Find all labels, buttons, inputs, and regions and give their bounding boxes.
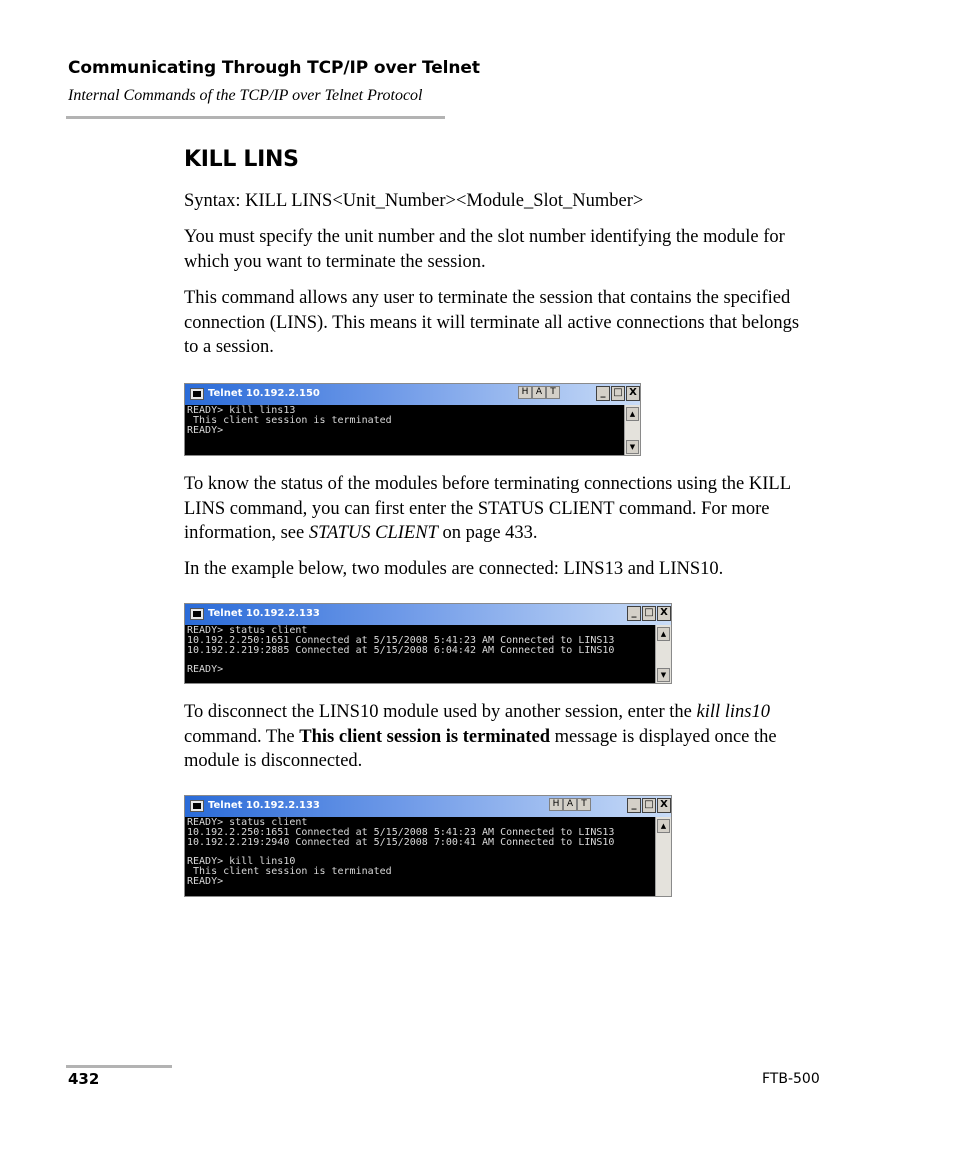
close-button[interactable]: X <box>626 386 640 401</box>
paragraph-1: You must specify the unit number and the slot number identifying the module for which you want to terminate the session. <box>184 227 785 272</box>
paragraph-5-text-a: To disconnect the LINS10 module used by another session, enter the <box>184 702 697 722</box>
minimize-button[interactable]: _ <box>596 386 610 401</box>
hat-h-button[interactable]: H <box>549 798 563 811</box>
paragraph-2: This command allows any user to terminate the session that contains the specified connection (LINS). This means it will terminate all active connections that belongs to a session. <box>184 288 800 357</box>
scroll-up-icon[interactable]: ▲ <box>626 407 639 421</box>
chapter-subtitle: Internal Commands of the TCP/IP over Telnet Protocol <box>68 87 423 104</box>
paragraph-3 <box>184 472 814 546</box>
vertical-scrollbar[interactable] <box>655 625 671 683</box>
window-titlebar <box>185 384 640 405</box>
maximize-button[interactable]: □ <box>642 798 656 813</box>
paragraph-3-text-a: To know the status of the modules before terminating connections using the KILL LINS command, you can first enter the STATUS CLIENT command. For more information, see <box>184 474 791 543</box>
vertical-scrollbar[interactable] <box>624 405 640 455</box>
kill-lins10-command: kill lins10 <box>696 702 770 722</box>
window-titlebar <box>185 604 671 625</box>
status-client-reference[interactable]: STATUS CLIENT <box>308 523 438 543</box>
maximize-button[interactable]: □ <box>642 606 656 621</box>
telnet-window-3 <box>184 795 672 897</box>
scroll-up-icon[interactable]: ▲ <box>657 819 670 833</box>
header-divider <box>66 116 445 119</box>
paragraph-3-text-b: on page 433. <box>437 523 538 543</box>
console-output: READY> status client 10.192.2.250:1651 Connected at 5/15/2008 5:41:23 AM Connected to LINS13 10.192.2.219:2940 Connected at 5/15/2008 7:00:41 AM Connected to LINS10 READY> kill lins10 This client session is terminated READY> <box>186 818 654 896</box>
console-output: READY> status client 10.192.2.250:1651 Connected at 5/15/2008 5:41:23 AM Connected to LINS13 10.192.2.219:2885 Connected at 5/15/2008 6:04:42 AM Connected to LINS10 READY> <box>186 626 654 683</box>
syntax-line: Syntax: KILL LINS<Unit_Number><Module_Slot_Number> <box>184 191 644 211</box>
window-controls <box>627 798 671 814</box>
vertical-scrollbar[interactable] <box>655 817 671 896</box>
window-titlebar <box>185 796 671 817</box>
hat-t-button[interactable]: T <box>546 386 560 399</box>
scroll-down-icon[interactable]: ▼ <box>657 668 670 682</box>
scroll-up-icon[interactable]: ▲ <box>657 627 670 641</box>
telnet-window-1 <box>184 383 641 456</box>
paragraph-5-text-c: message is displayed once the module is disconnected. <box>184 726 777 771</box>
minimize-button[interactable]: _ <box>627 606 641 621</box>
console-output: READY> kill lins13 This client session is terminated READY> <box>186 406 623 455</box>
telnet-icon <box>190 800 204 812</box>
hat-h-button[interactable]: H <box>518 386 532 399</box>
hat-buttons <box>518 386 560 399</box>
section-title: KILL LINS <box>184 147 299 172</box>
window-title: Telnet 10.192.2.133 <box>208 800 320 811</box>
chapter-title: Communicating Through TCP/IP over Telnet <box>68 58 480 78</box>
telnet-icon <box>190 608 204 620</box>
window-controls <box>596 386 640 402</box>
telnet-window-2 <box>184 603 672 684</box>
paragraph-4: In the example below, two modules are connected: LINS13 and LINS10. <box>184 559 724 579</box>
hat-buttons <box>549 798 591 811</box>
paragraph-5 <box>184 700 809 774</box>
paragraph-5-text-b: command. The <box>184 726 300 747</box>
product-name: FTB-500 <box>762 1071 820 1087</box>
telnet-icon <box>190 388 204 400</box>
hat-a-button[interactable]: A <box>532 386 546 399</box>
page-number: 432 <box>68 1070 100 1088</box>
maximize-button[interactable]: □ <box>611 386 625 401</box>
footer-divider <box>66 1065 172 1068</box>
hat-t-button[interactable]: T <box>577 798 591 811</box>
minimize-button[interactable]: _ <box>627 798 641 813</box>
scroll-down-icon[interactable]: ▼ <box>626 440 639 454</box>
window-title: Telnet 10.192.2.133 <box>208 608 320 619</box>
window-controls <box>627 606 671 622</box>
hat-a-button[interactable]: A <box>563 798 577 811</box>
close-button[interactable]: X <box>657 798 671 813</box>
close-button[interactable]: X <box>657 606 671 621</box>
window-title: Telnet 10.192.2.150 <box>208 388 320 399</box>
terminated-message: This client session is terminated <box>299 726 551 747</box>
